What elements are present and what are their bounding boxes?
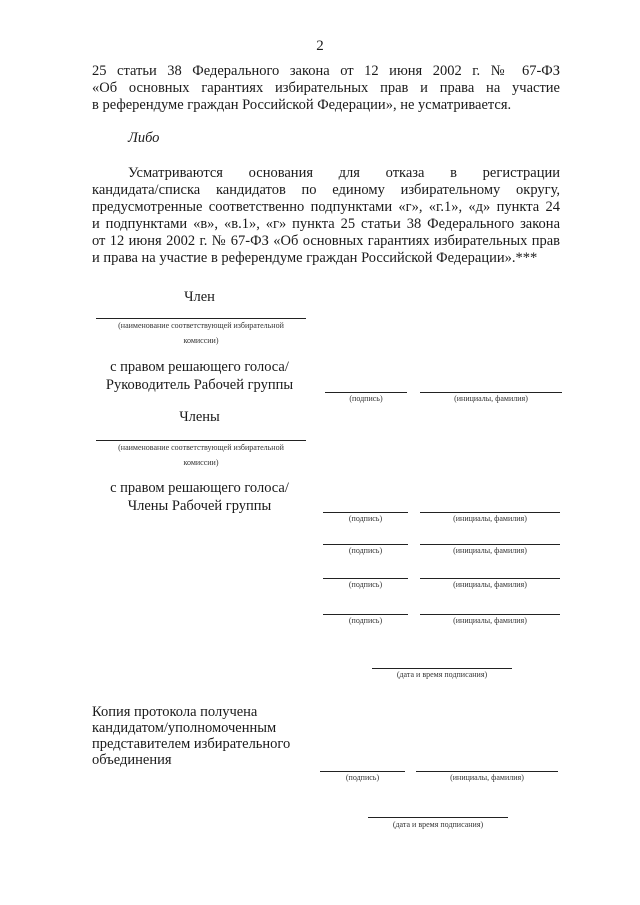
name-caption: (инициалы, фамилия) [453, 580, 527, 589]
paragraph-line: и права на участие в референдуме граждан Российской Федерации».*** [92, 250, 538, 266]
paragraph-refusal-grounds [92, 165, 560, 267]
commission-line [96, 440, 306, 441]
signature-caption: (подпись) [348, 546, 383, 555]
copy-received-label [92, 704, 322, 768]
signature-line [320, 771, 405, 772]
members-role [92, 479, 307, 515]
paragraph-line: 25 статьи 38 Федерального закона от 12 июня 2002 г. № 67-ФЗ [92, 63, 560, 79]
paragraph-line: от 12 июня 2002 г. № 67-ФЗ «Об основных гарантиях избирательных прав [92, 233, 560, 249]
signature-caption: (подпись) [348, 580, 383, 589]
name-caption: (инициалы, фамилия) [453, 546, 527, 555]
signature-caption: (подпись) [349, 394, 383, 403]
name-caption: (инициалы, фамилия) [453, 616, 527, 625]
page-number: 2 [316, 38, 324, 54]
date-caption: (дата и время подписания) [396, 670, 488, 679]
commission-caption-line: (наименование соответствующей избирательной [118, 443, 284, 452]
name-line [420, 614, 560, 615]
name-line [420, 512, 560, 513]
name-line [420, 578, 560, 579]
name-caption: (инициалы, фамилия) [454, 394, 528, 403]
commission-line [96, 318, 306, 319]
member-role [92, 358, 307, 394]
signature-line [323, 512, 408, 513]
signature-line [323, 614, 408, 615]
commission-caption [92, 321, 310, 346]
role-line: с правом решающего голоса/ [110, 480, 289, 496]
role-line: Члены Рабочей группы [127, 498, 272, 514]
paragraph-line: «Об основных гарантиях избирательных прав и права на участие [92, 80, 560, 96]
date-line [368, 817, 508, 818]
copy-line: объединения [92, 752, 172, 768]
members-title: Члены [179, 409, 220, 425]
role-line: с правом решающего голоса/ [110, 359, 289, 375]
name-line [420, 544, 560, 545]
paragraph-line: кандидата/списка кандидатов по единому избирательному округу, [92, 182, 560, 198]
name-caption: (инициалы, фамилия) [453, 514, 527, 523]
paragraph-line: в референдуме граждан Российской Федерации», не усматривается. [92, 97, 512, 113]
signature-line [325, 392, 407, 393]
copy-line: представителем избирательного [92, 736, 291, 752]
copy-line: кандидатом/уполномоченным [92, 720, 277, 736]
commission-caption-line: комиссии) [183, 336, 219, 345]
commission-caption [92, 443, 310, 468]
date-caption: (дата и время подписания) [392, 820, 484, 829]
paragraph-line: предусмотренные соответственно подпунктами «г», «г.1», «д» пункта 24 [92, 199, 560, 215]
either-label: Либо [128, 130, 160, 146]
date-line [372, 668, 512, 669]
signature-caption: (подпись) [348, 616, 383, 625]
signature-line [323, 578, 408, 579]
commission-caption-line: (наименование соответствующей избирательной [118, 321, 284, 330]
role-line: Руководитель Рабочей группы [105, 377, 294, 393]
name-line [416, 771, 558, 772]
signature-line [323, 544, 408, 545]
paragraph-line: Усматриваются основания для отказа в регистрации [128, 165, 560, 181]
copy-line: Копия протокола получена [92, 704, 258, 720]
name-caption: (инициалы, фамилия) [450, 773, 524, 782]
member-title: Член [184, 289, 215, 305]
signature-caption: (подпись) [348, 514, 383, 523]
signature-caption: (подпись) [345, 773, 380, 782]
commission-caption-line: комиссии) [183, 458, 219, 467]
paragraph-line: и подпунктами «в», «в.1», «г» пункта 25 статьи 38 Федерального закона [92, 216, 560, 232]
paragraph-continuation [92, 63, 560, 114]
name-line [420, 392, 562, 393]
